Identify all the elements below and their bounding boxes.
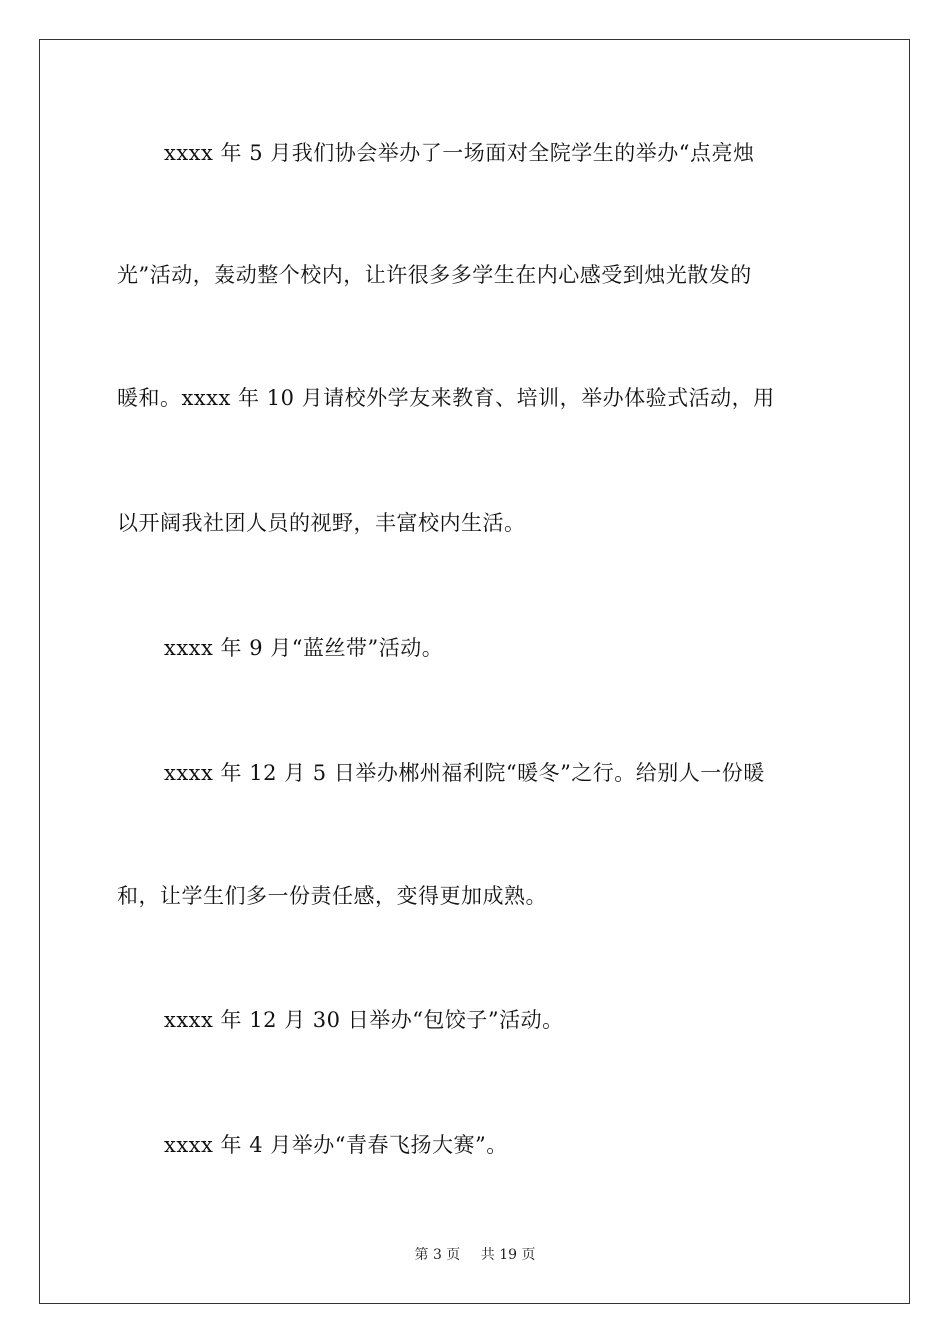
paragraph-1-line-1: xxxx 年 5 月我们协会举办了一场面对全院学生的举办“点亮烛 <box>164 141 755 165</box>
page-total: 共 19 页 <box>480 1247 536 1263</box>
paragraph-5-line-1: xxxx 年 4 月举办“青春飞扬大赛”。 <box>164 1133 508 1157</box>
page-border <box>39 39 910 1304</box>
paragraph-1-line-4: 以开阔我社团人员的视野，丰富校内生活。 <box>117 511 526 535</box>
paragraph-1-line-2: 光”活动，轰动整个校内，让许很多多学生在内心感受到烛光散发的 <box>117 263 752 287</box>
paragraph-4-line-1: xxxx 年 12 月 30 日举办“包饺子”活动。 <box>164 1008 564 1032</box>
paragraph-1-line-3: 暖和。xxxx 年 10 月请校外学友来教育、培训，举办体验式活动，用 <box>117 386 775 410</box>
page-footer <box>0 1244 950 1264</box>
paragraph-3-line-2: 和，让学生们多一份责任感，变得更加成熟。 <box>117 884 547 908</box>
page-number: 第 3 页 <box>414 1247 461 1263</box>
paragraph-3-line-1: xxxx 年 12 月 5 日举办郴州福利院“暖冬”之行。给别人一份暖 <box>164 761 765 785</box>
paragraph-2-line-1: xxxx 年 9 月“蓝丝带”活动。 <box>164 636 444 660</box>
